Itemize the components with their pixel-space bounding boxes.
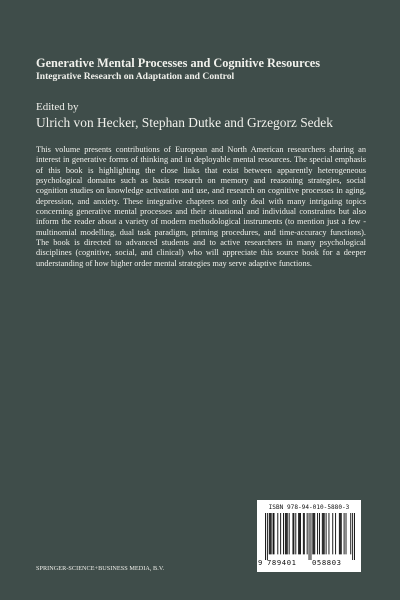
barcode-bar: [350, 513, 351, 554]
ean-barcode: [265, 513, 355, 560]
barcode-bar: [344, 513, 345, 554]
barcode-bar: [273, 513, 274, 554]
barcode-bar: [277, 513, 278, 554]
barcode-bar: [322, 513, 323, 554]
barcode-right-digits: 058803: [312, 558, 342, 567]
barcode-bar: [307, 513, 308, 554]
barcode-bar: [326, 513, 327, 554]
book-subtitle: Integrative Research on Adaptation and Control: [36, 71, 235, 82]
isbn-barcode-label: [257, 500, 361, 572]
barcode-bar: [285, 513, 286, 554]
barcode-bar: [293, 513, 294, 554]
barcode-bar: [289, 513, 290, 554]
barcode-bar: [341, 513, 342, 554]
barcode-bar: [340, 513, 341, 554]
barcode-digit-row: [257, 558, 361, 570]
barcode-bar: [323, 513, 324, 554]
edited-by-label: Edited by: [36, 101, 79, 113]
barcode-bar: [346, 513, 347, 554]
barcode-bar: [352, 513, 353, 560]
barcode-first-digit: 9: [258, 558, 263, 567]
editor-names: Ulrich von Hecker, Stephan Dutke and Grzegorz Sedek: [36, 115, 333, 130]
barcode-bar: [313, 513, 314, 554]
barcode-bar: [269, 513, 270, 554]
barcode-bar: [265, 513, 266, 560]
barcode-left-digits: 789401: [267, 558, 297, 567]
barcode-bar: [298, 513, 299, 554]
barcode-bar: [310, 513, 311, 560]
barcode-bar: [328, 513, 329, 554]
book-description: This volume presents contributions of European and North American researchers sharing an interest in generative forms of thinking and in deployable mental resources. The special emphasis of this book is highlighting the close links that exist between apparently heterogeneous psychological domains such as basis research on memory and reasoning strategies, social cognition studies on knowledge activation and use, and research on cognitive processes in aging, depression, and anxiety. These integrative chapters not only deal with many intriguing topics concerning generative mental processes and their situational and individual constraints but also inform the reader about a variety of modern methodological instruments (to mention just a few - multinomial modelling, dual task paradigm, priming procedures, and time-accuracy functions). The book is directed to advanced students and to active researchers in many psychological disciplines (cognitive, social, and clinical) who will appreciate this source book for a deeper understanding of how higher order mental strategies may serve adaptive functions.: [36, 145, 366, 268]
barcode-bar: [271, 513, 272, 554]
barcode-bar: [303, 513, 304, 554]
barcode-bar: [292, 513, 293, 554]
barcode-bar: [314, 513, 315, 554]
barcode-bar: [317, 513, 318, 554]
barcode-bar: [300, 513, 301, 554]
barcode-bar: [335, 513, 336, 554]
barcode-bar: [267, 513, 268, 560]
barcode-bar: [354, 513, 355, 560]
barcode-bar: [295, 513, 296, 554]
barcode-bar: [299, 513, 300, 554]
isbn-number: ISBN 978-94-010-5880-3: [268, 504, 350, 511]
barcode-bar: [312, 513, 313, 554]
barcode-bar: [280, 513, 281, 554]
barcode-bar: [324, 513, 325, 554]
barcode-bar: [309, 513, 310, 560]
publisher-name: SPRINGER-SCIENCE+BUSINESS MEDIA, B.V.: [36, 565, 165, 572]
barcode-bar: [319, 513, 320, 554]
barcode-bar: [283, 513, 284, 554]
book-title: Generative Mental Processes and Cognitive Resources: [36, 56, 321, 70]
barcode-bar: [304, 513, 305, 554]
barcode-bar: [286, 513, 287, 554]
barcode-bar: [270, 513, 271, 554]
barcode-bar: [274, 513, 275, 554]
barcode-bar: [339, 513, 340, 554]
barcode-bar: [287, 513, 288, 554]
barcode-bar: [332, 513, 333, 554]
